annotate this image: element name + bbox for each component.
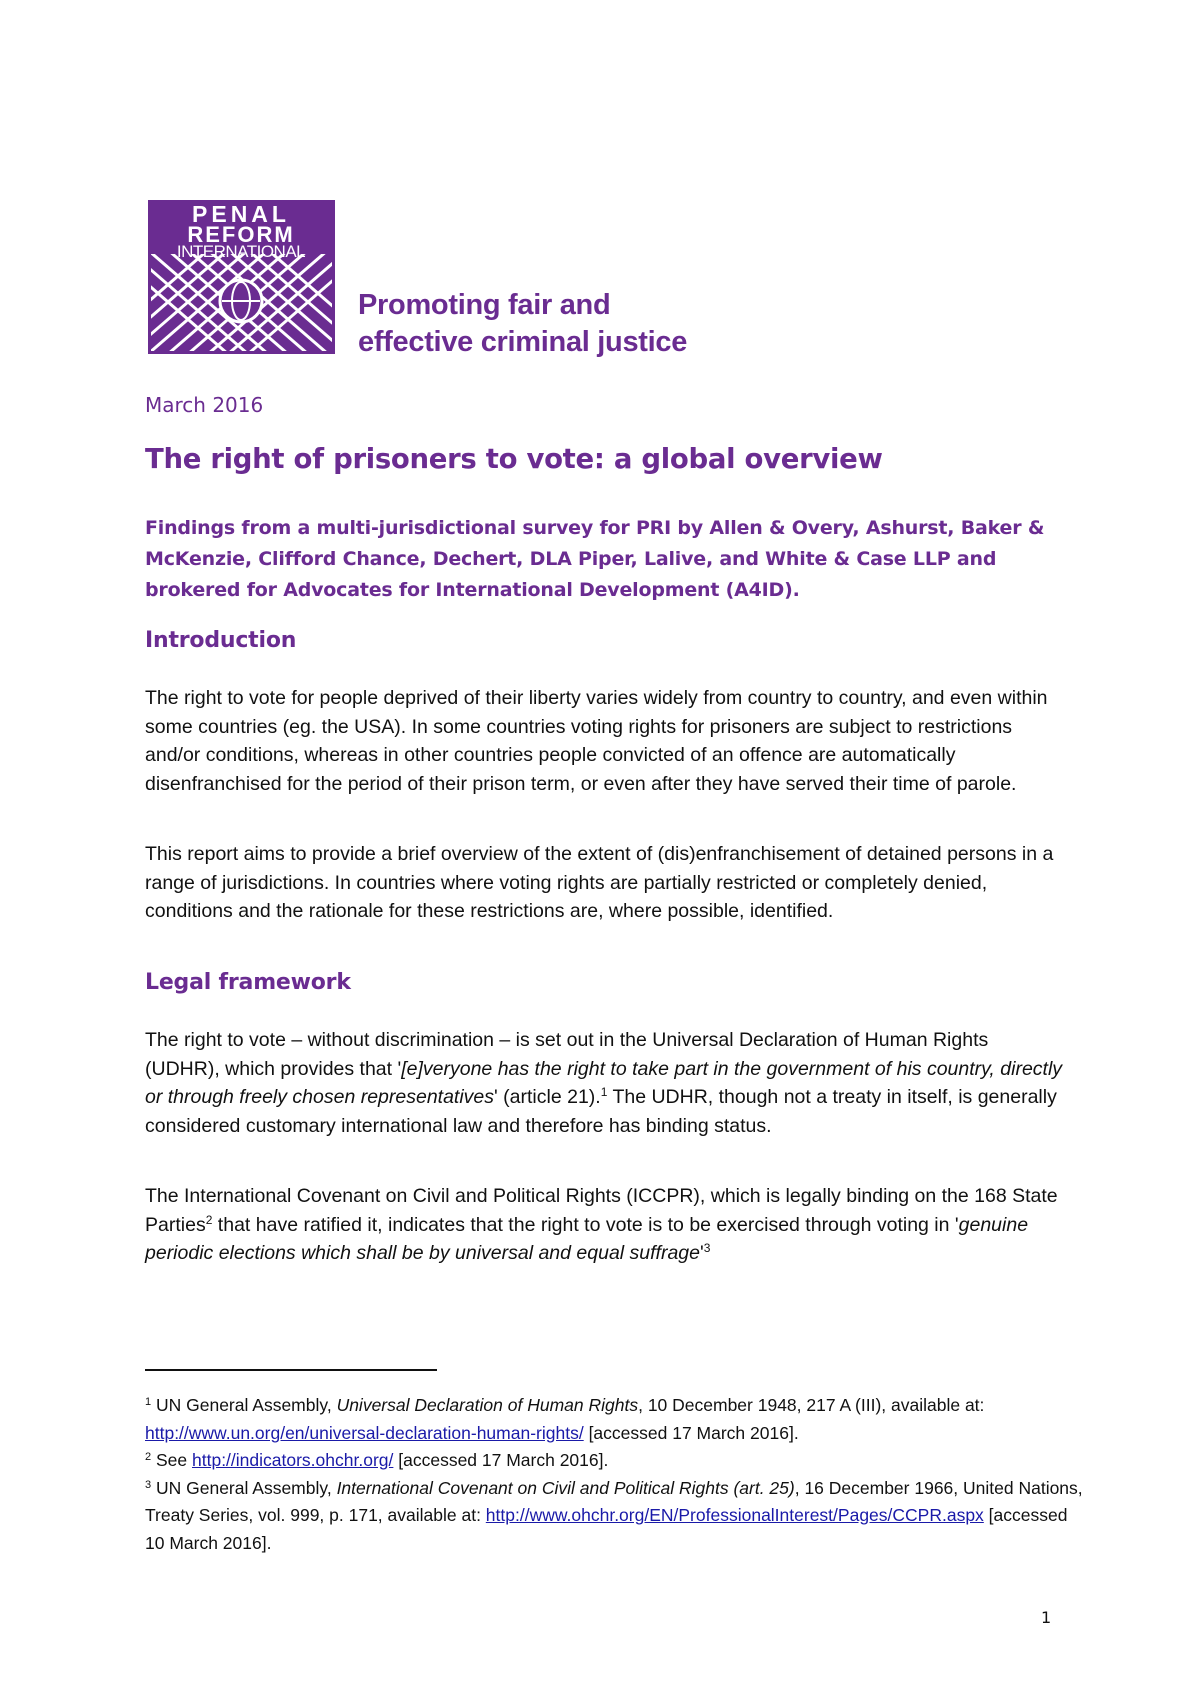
footnote-separator	[145, 1369, 437, 1371]
footnote-ref-2[interactable]: 2	[205, 1212, 213, 1227]
footnotes	[145, 1392, 1085, 1557]
document-title: The right of prisoners to vote: a global overview	[145, 443, 883, 475]
footnote-ref-1[interactable]: 1	[600, 1085, 608, 1099]
introduction-paragraph-2: This report aims to provide a brief overview of the extent of (dis)enfranchisement of detained persons in a range of jurisdictions. In countries where voting rights are partially restricted or completely denied, conditions and the rationale for these restrictions are, where possible, identified.	[145, 843, 1054, 922]
footnote-1: $^1$ UN General Assembly, Universal Declaration of Human Rights, 10 December 1948, 217 A (III), available at: http://www.un.org/en/universal-declaration-human-rights/ [accessed 17 March 2016].	[145, 1395, 985, 1443]
introduction-heading: Introduction	[145, 628, 297, 653]
footnote-2-link[interactable]: http://indicators.ohchr.org/	[192, 1450, 394, 1470]
footnote-ref-3[interactable]: 3	[703, 1241, 711, 1255]
document-subtitle: Findings from a multi-jurisdictional survey for PRI by Allen & Overy, Ashurst, Baker & McKenzie, Clifford Chance, Dechert, DLA Piper, Lalive, and White & Case LLP and brokered for Advocates for International Development (A4ID).	[145, 517, 1045, 601]
brand-tagline	[358, 287, 687, 361]
legal-framework-paragraph-2: The International Covenant on Civil and Political Rights (ICCPR), which is legally binding on the 168 State Parties$^2$ that have ratified it, indicates that the right to vote is to be exercised through voting in 'genuine periodic elections which shall be by universal and equal $suffrage'^3$	[145, 1185, 1058, 1264]
svg-text:PENAL: PENAL	[192, 201, 290, 227]
tagline-line-2: effective criminal justice	[358, 326, 688, 358]
tagline-line-1: Promoting fair and	[358, 289, 611, 321]
logo-emblem-icon	[148, 200, 335, 354]
document-date: March 2016	[145, 393, 264, 417]
svg-text:REFORM: REFORM	[187, 222, 295, 247]
introduction-paragraph-1: The right to vote for people deprived of their liberty varies widely from country to country, and even within some countries (eg. the USA). In some countries voting rights for prisoners are subject to restrictions and/or conditions, whereas in other countries people convicted of an offence are automatically disenfranchised for the period of their prison term, or even after they have served their time of parole.	[145, 687, 1048, 795]
footnote-3-link[interactable]: http://www.ohchr.org/EN/ProfessionalInterest/Pages/CCPR.aspx	[485, 1505, 984, 1525]
footnote-1-link[interactable]: http://www.un.org/en/universal-declaration-human-rights/	[145, 1422, 584, 1443]
svg-text:INTERNATIONAL: INTERNATIONAL	[176, 242, 306, 261]
penal-reform-international-logo	[148, 200, 335, 354]
page-number: 1	[1041, 1608, 1052, 1627]
footnote-3: $^3$ UN General Assembly, International Covenant on Civil and Political Rights (art. 25), 16 December 1966, United Nations, Treaty Series, vol. 999, p. 171, available at: http://www.ohchr.org/EN/ProfessionalInterest/Pages/CCPR.aspx [accessed 10 March 2016].	[145, 1477, 1083, 1553]
footnote-2: $^2$ See http://indicators.ohchr.org/ [accessed 17 March 2016].	[145, 1450, 609, 1470]
legal-framework-heading: Legal framework	[145, 970, 351, 995]
legal-framework-paragraph-1: The right to vote – without discrimination – is set out in the Universal Declaration of Human Rights (UDHR), which provides that '[e]veryone has the right to take part in the government of his country, directly or through freely chosen representatives' (article 21).$^1$ The UDHR, though not a treaty in itself, is generally considered customary international law and therefore has binding status.	[145, 1029, 1063, 1137]
